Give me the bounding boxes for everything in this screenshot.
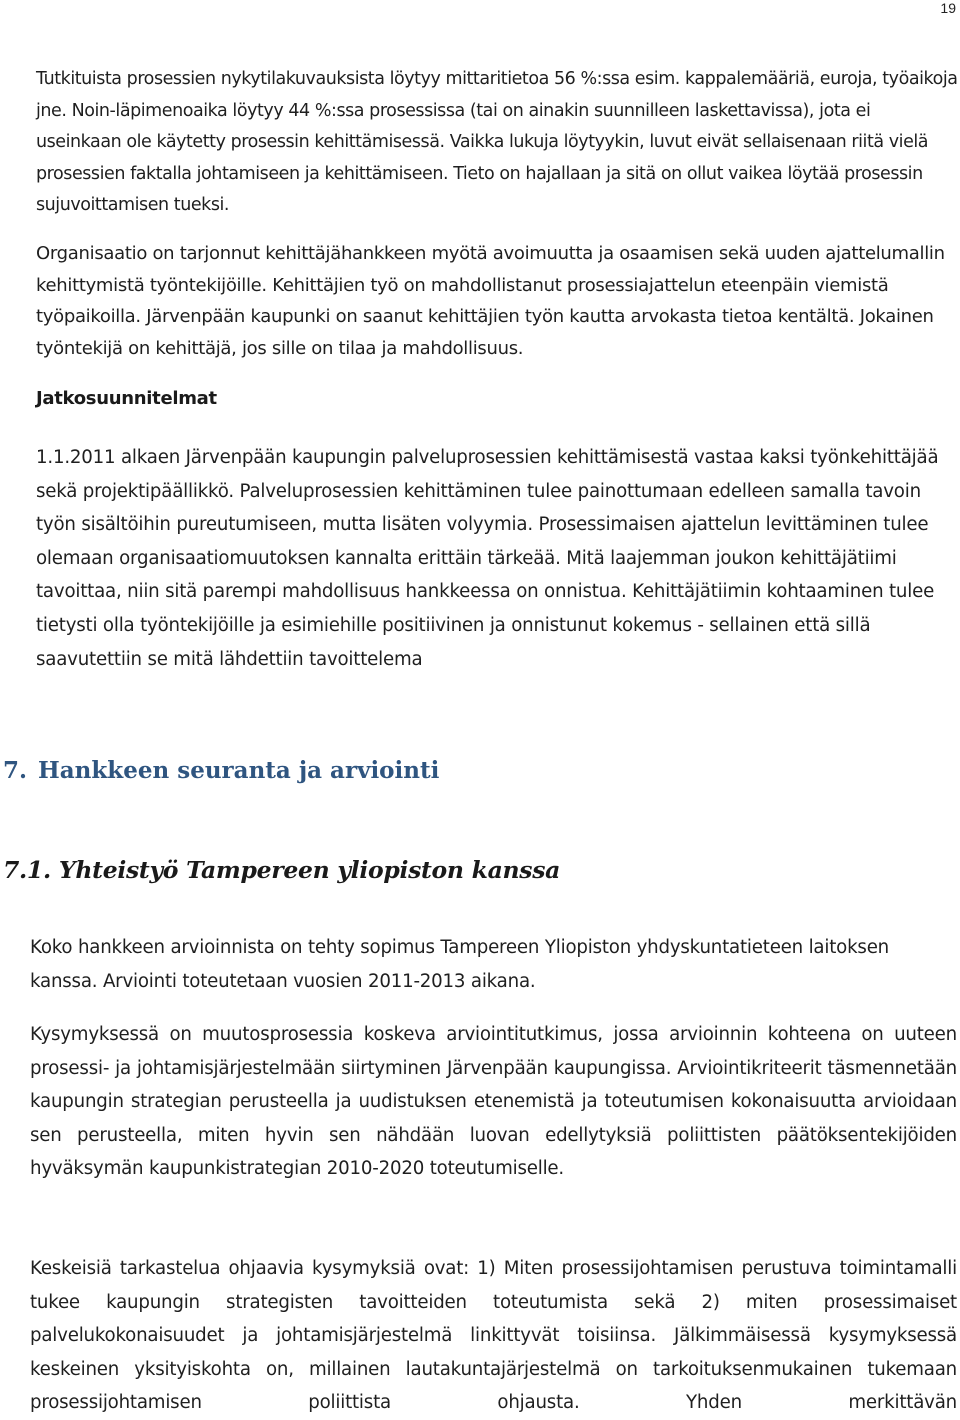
section-number: 7.	[3, 757, 28, 784]
paragraph-key-questions: Keskeisiä tarkastelua ohjaavia kysymyksiä ovat: 1) Miten prosessijohtamisen perustuva toimintamalli tukee kaupungin strategisten tavoitteiden toteutumista sekä 2) miten prosessimaiset palvelukokonaisuudet ja johtamisjärjestelmä linkittyvät toisiinsa. Jälkimmäisessä kysymyksessä keskeinen yksityiskohta on, millainen lautakuntajärjestelmä on tarkoituksenmukainen tukemaan prosessijohtamisen poliittista ohjausta. Yhden merkittävän	[30, 1258, 957, 1414]
subsection-number: 7.1.	[3, 856, 51, 884]
subheading-jatkosuunnitelmat: Jatkosuunnitelmat	[36, 388, 217, 409]
subsection-heading	[3, 856, 560, 884]
paragraph-agreement: Koko hankkeen arvioinnista on tehty sopimus Tampereen Yliopiston yhdyskuntatieteen laitoksen kanssa. Arviointi toteutetaan vuosien 2011-2013 aikana.	[30, 937, 890, 992]
page-number: 19	[940, 0, 956, 16]
paragraph-future-plans: 1.1.2011 alkaen Järvenpään kaupungin palveluprosessien kehittämisestä vastaa kaksi työnkehittäjää sekä projektipäällikkö. Palveluprosessien kehittäminen tulee painottumaan edelleen samalla tavoin työn sisältöihin pureutumiseen, mutta lisäten volyymia. Prosessimaisen ajattelun levittäminen tulee olemaan organisaatiomuutoksen kannalta erittäin tärkeää. Mitä laajemman joukon kehittäjätiimi tavoittaa, niin sitä parempi mahdollisuus hankkeessa on onnistua. Kehittäjätiimin kohtaaminen tulee tietysti olla työntekijöille ja esimiehille positiivinen ja onnistunut kokemus - sellainen että sillä saavutettiin se mitä lähdettiin tavoittelema	[36, 447, 939, 670]
paragraph-metrics: Tutkituista prosessien nykytilakuvauksista löytyy mittaritietoa 56 %:ssa esim. kappalemääriä, euroja, työaikoja jne. Noin-läpimenoaika löytyy 44 %:ssa prosessissa (tai on ainakin suunnilleen laskettavissa), jota ei useinkaan ole käytetty prosessin kehittämisessä. Vaikka lukuja löytyykin, luvut eivät sellaisenaan riitä vielä prosessien faktalla johtamiseen ja kehittämiseen. Tieto on hajallaan ja sitä on ollut vaikea löytää prosessin sujuvoittamisen tueksi.	[36, 69, 958, 216]
section-title: Hankkeen seuranta ja arviointi	[38, 757, 440, 784]
subsection-title: Yhteistyö Tampereen yliopiston kanssa	[58, 856, 561, 884]
paragraph-evaluation-study: Kysymyksessä on muutosprosessia koskeva arviointitutkimus, jossa arvioinnin kohteena on uuteen prosessi- ja johtamisjärjestelmään siirtyminen Järvenpään kaupungissa. Arviointikriteerit täsmennetään kaupungin strategian perusteella ja uudistuksen etenemistä ja toteutumisen kokonaisuutta arvioidaan sen perusteella, miten hyvin sen nähdään luovan edellytyksiä poliittisten päätöksentekijöiden hyväksymän kaupunkistrategian 2010-2020 toteutumiselle.	[30, 1024, 957, 1180]
section-heading	[3, 757, 439, 784]
paragraph-organisation: Organisaatio on tarjonnut kehittäjähankkeen myötä avoimuutta ja osaamisen sekä uuden ajattelumallin kehittymistä työntekijöille. Kehittäjien työ on mahdollistanut prosessiajattelun eteenpäin viemistä työpaikoilla. Järvenpään kaupunki on saanut kehittäjien työn kautta arvokasta tietoa kentältä. Jokainen työntekijä on kehittäjä, jos sille on tilaa ja mahdollisuus.	[36, 243, 945, 359]
